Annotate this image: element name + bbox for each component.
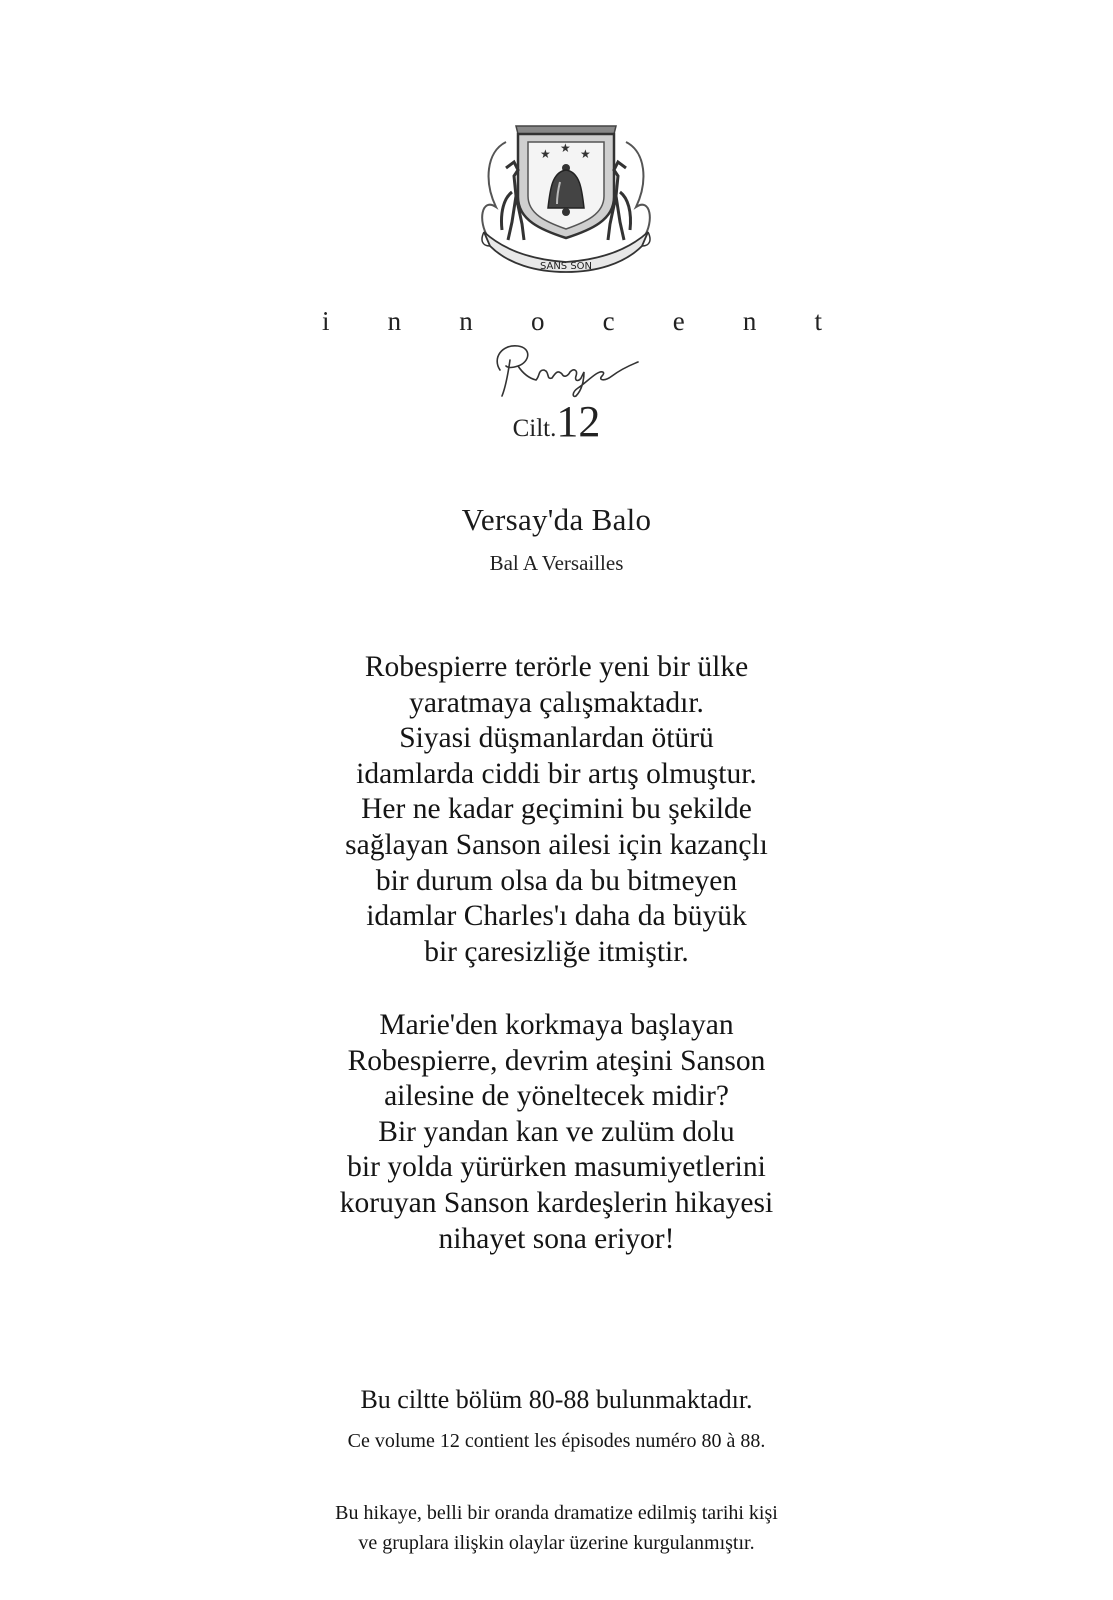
disclaimer <box>0 1498 1113 1558</box>
volume-number: 12 <box>556 397 601 446</box>
series-letter: i <box>322 306 330 336</box>
book-subtitle: Bal A Versailles <box>489 551 624 575</box>
synopsis-line: Robespierre, devrim ateşini Sanson <box>347 1044 766 1077</box>
series-letter: o <box>530 306 545 336</box>
series-letter: n <box>459 306 473 336</box>
synopsis-paragraph-2 <box>0 1008 1113 1257</box>
synopsis-line: yaratmaya çalışmaktadır. <box>409 686 704 719</box>
series-letter: t <box>814 306 822 336</box>
series-letter: n <box>387 306 402 336</box>
synopsis-paragraph-1 <box>0 650 1113 970</box>
synopsis-line: sağlayan Sanson ailesi için kazançlı <box>345 828 768 861</box>
synopsis-line: Her ne kadar geçimini bu şekilde <box>361 793 752 826</box>
synopsis-line: nihayet sona eriyor! <box>438 1222 675 1255</box>
synopsis-line: bir durum olsa da bu bitmeyen <box>375 864 738 897</box>
synopsis-line: Marie'den korkmaya başlayan <box>379 1009 734 1041</box>
synopsis-line: Bir yandan kan ve zulüm dolu <box>378 1115 735 1148</box>
chapters-note-french: Ce volume 12 contient les épisodes numéro 80 à 88. <box>347 1430 766 1452</box>
svg-text:★: ★ <box>580 147 591 161</box>
synopsis-line: bir çaresizliğe itmiştir. <box>424 935 689 968</box>
series-title <box>322 306 822 337</box>
volume-label <box>0 396 1113 447</box>
book-title: Versay'da Balo <box>461 502 652 537</box>
synopsis-line: Siyasi düşmanlardan ötürü <box>399 722 714 755</box>
svg-text:★: ★ <box>560 141 571 155</box>
synopsis-line: koruyan Sanson kardeşlerin hikayesi <box>339 1186 774 1219</box>
synopsis-line: Robespierre terörle yeni bir ülke <box>364 651 749 683</box>
coat-of-arms-icon <box>476 112 656 277</box>
crest-motto: SANS SON <box>539 261 593 272</box>
series-letter: e <box>672 306 685 336</box>
volume-prefix: Cilt. <box>512 415 557 442</box>
disclaimer-line: Bu hikaye, belli bir oranda dramatize edilmiş tarihi kişi <box>335 1502 778 1524</box>
synopsis-line: idamlar Charles'ı daha da büyük <box>366 900 747 933</box>
synopsis-line: ailesine de yöneltecek midir? <box>384 1080 729 1113</box>
series-letter: c <box>602 306 615 336</box>
chapters-note: Bu ciltte bölüm 80-88 bulunmaktadır. <box>360 1385 753 1414</box>
rouge-script-logo <box>488 338 648 400</box>
synopsis-line: idamlarda ciddi bir artış olmuştur. <box>356 757 757 790</box>
synopsis-line: bir yolda yürürken masumiyetlerini <box>347 1151 766 1184</box>
disclaimer-line: ve gruplara ilişkin olaylar üzerine kurgulanmıştır. <box>358 1532 755 1554</box>
svg-text:★: ★ <box>540 147 551 161</box>
series-letter: n <box>742 306 757 336</box>
